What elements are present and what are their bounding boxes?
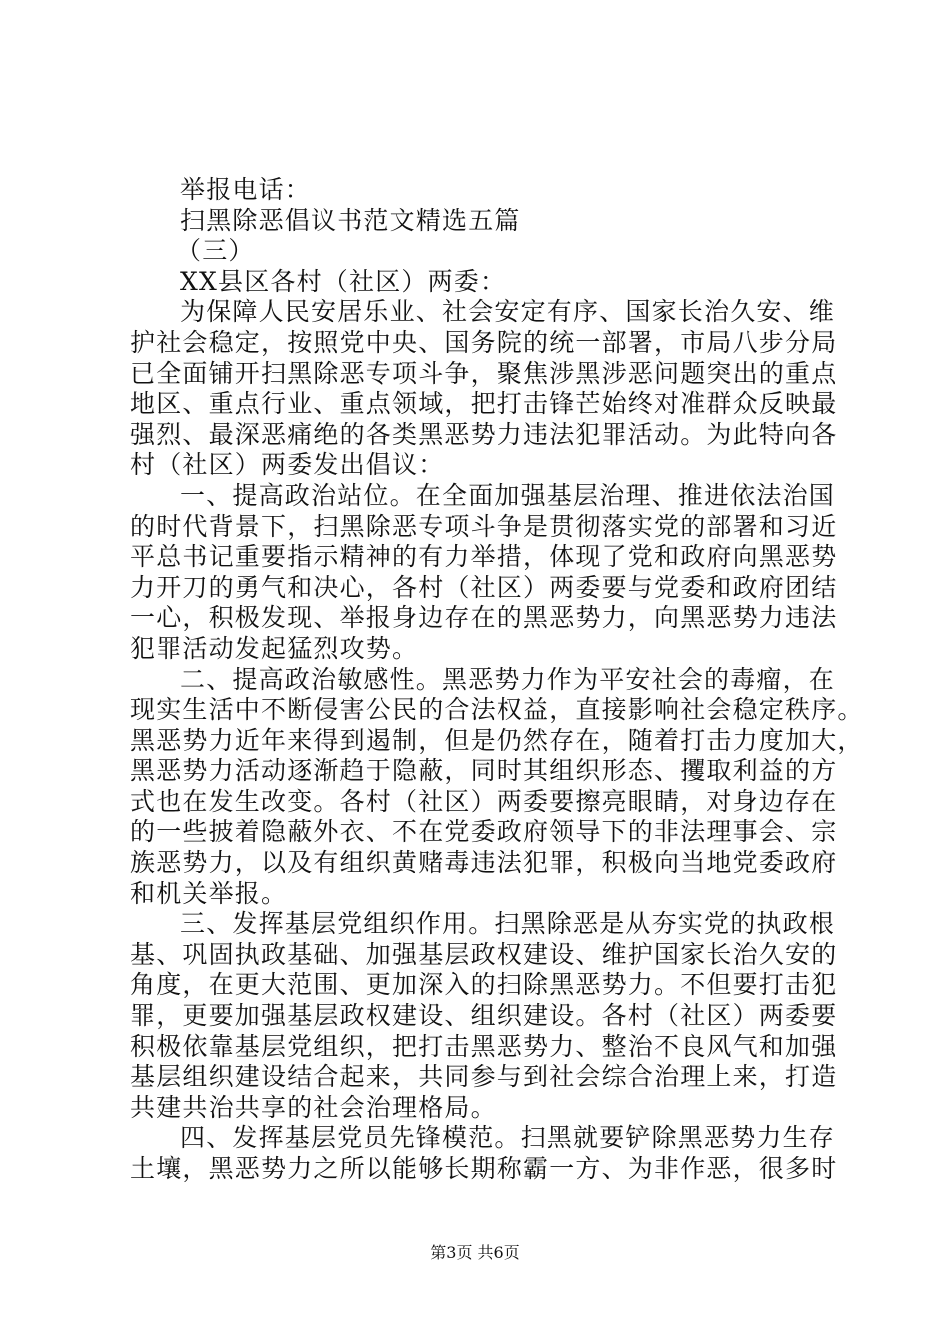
text-line: 现实生活中不断侵害公民的合法权益，直接影响社会稳定秩序。 xyxy=(130,695,864,725)
text-line: 族恶势力，以及有组织黄赌毒违法犯罪，积极向当地党委政府 xyxy=(130,848,838,878)
text-line: 共建共治共享的社会治理格局。 xyxy=(130,1092,497,1122)
text-line: 平总书记重要指示精神的有力举措，体现了党和政府向黑恶势 xyxy=(130,542,838,572)
text-line: 黑恶势力活动逐渐趋于隐蔽，同时其组织形态、攫取利益的方 xyxy=(130,756,838,786)
text-line: 黑恶势力近年来得到遏制，但是仍然存在，随着打击力度加大， xyxy=(130,725,864,755)
text-line: （三） xyxy=(176,236,255,266)
text-line: 三、发挥基层党组织作用。扫黑除恶是从夯实党的执政根 xyxy=(180,909,836,939)
text-line: 一心，积极发现、举报身边存在的黑恶势力，向黑恶势力违法 xyxy=(130,603,838,633)
page-footer: 第3页 共6页 xyxy=(430,1243,520,1262)
text-line: 基、巩固执政基础、加强基层政权建设、维护国家长治久安的 xyxy=(130,939,838,969)
text-line: 护社会稳定，按照党中央、国务院的统一部署，市局八步分局 xyxy=(130,327,838,357)
text-line: 已全面铺开扫黑除恶专项斗争，聚焦涉黑涉恶问题突出的重点 xyxy=(130,358,838,388)
text-line: 土壤，黑恶势力之所以能够长期称霸一方、为非作恶，很多时 xyxy=(130,1154,838,1183)
text-line: 四、发挥基层党员先锋模范。扫黑就要铲除黑恶势力生存 xyxy=(180,1123,836,1153)
text-line: 基层组织建设结合起来，共同参与到社会综合治理上来，打造 xyxy=(130,1062,838,1092)
text-line: 村（社区）两委发出倡议： xyxy=(130,450,445,480)
text-line: 举报电话： xyxy=(180,175,312,204)
text-line: 地区、重点行业、重点领域，把打击锋芒始终对准群众反映最 xyxy=(130,389,838,419)
text-line: 犯罪活动发起猛烈攻势。 xyxy=(130,633,419,663)
text-line: 强烈、最深恶痛绝的各类黑恶势力违法犯罪活动。为此特向各 xyxy=(130,419,838,449)
text-line: 的时代背景下，扫黑除恶专项斗争是贯彻落实党的部署和习近 xyxy=(130,511,838,541)
text-line: 式也在发生改变。各村（社区）两委要擦亮眼睛，对身边存在 xyxy=(130,786,838,816)
text-line: XX县区各村（社区）两委： xyxy=(180,266,507,296)
text-line: 和机关举报。 xyxy=(130,878,288,908)
text-line: 积极依靠基层党组织，把打击黑恶势力、整治不良风气和加强 xyxy=(130,1031,838,1061)
document-body xyxy=(130,175,864,1185)
text-line: 扫黑除恶倡议书范文精选五篇 xyxy=(180,205,521,235)
text-line: 力开刀的勇气和决心，各村（社区）两委要与党委和政府团结 xyxy=(130,572,838,602)
text-line: 罪，更要加强基层政权建设、组织建设。各村（社区）两委要 xyxy=(130,1001,838,1031)
text-line: 一、提高政治站位。在全面加强基层治理、推进依法治国 xyxy=(180,480,836,510)
text-line: 为保障人民安居乐业、社会安定有序、国家长治久安、维 xyxy=(180,297,836,327)
text-line: 二、提高政治敏感性。黑恶势力作为平安社会的毒瘤，在 xyxy=(180,664,836,694)
text-line: 的一些披着隐蔽外衣、不在党委政府领导下的非法理事会、宗 xyxy=(130,817,838,847)
text-line: 角度，在更大范围、更加深入的扫除黑恶势力。不但要打击犯 xyxy=(130,970,838,1000)
